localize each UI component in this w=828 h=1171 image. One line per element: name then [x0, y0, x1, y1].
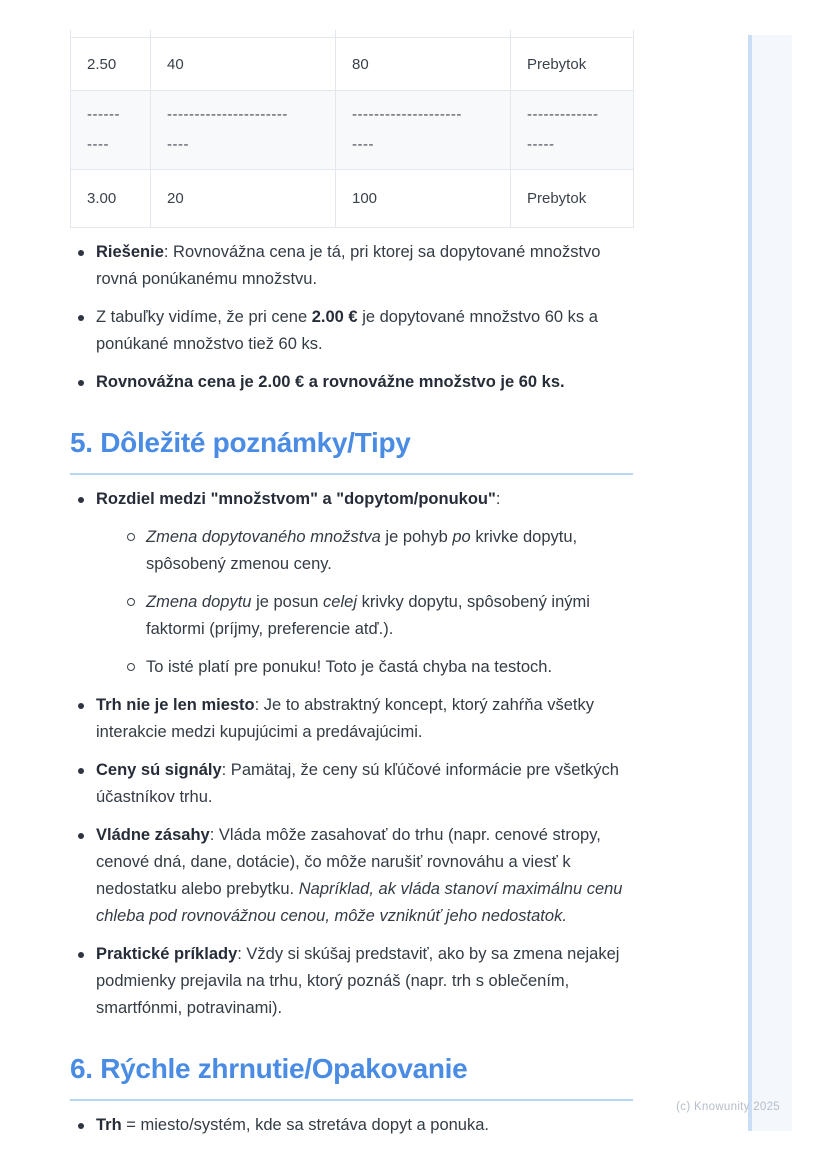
- dash-line: ------: [87, 106, 120, 123]
- sublist-item: Zmena dopytovaného množstva je pohyb po krivke dopytu, spôsobený zmenou ceny.: [122, 524, 633, 578]
- list-item: Trh = miesto/systém, kde sa stretáva dopyt a ponuka.: [70, 1112, 633, 1139]
- section-6-list: [70, 1112, 633, 1139]
- sublist-item: Zmena dopytu je posun celej krivky dopytu, spôsobený inými faktormi (príjmy, preferencie atď.).: [122, 589, 633, 643]
- table-cell: [511, 30, 634, 38]
- list-item: Riešenie: Rovnovážna cena je tá, pri ktorej sa dopytované množstvo rovná ponúkanému množstvu.: [70, 239, 633, 293]
- dash-line: -------------: [527, 106, 599, 123]
- table-cell: [151, 30, 336, 38]
- list-item: Rovnovážna cena je 2.00 € a rovnovážne množstvo je 60 ks.: [70, 369, 633, 396]
- page-edge-strip: [752, 35, 792, 1131]
- list-item-text: Rozdiel medzi "množstvom" a "dopytom/ponukou":: [96, 490, 501, 508]
- equilibrium-table: [70, 30, 634, 228]
- dash-line: ----------------------: [167, 106, 288, 123]
- table-cell-demand: 40: [151, 38, 336, 91]
- list-item: Praktické príklady: Vždy si skúšaj predstaviť, ako by sa zmena nejakej podmienky prejavila na trhu, ktorý poznáš (napr. trh s oblečením, smartfónmi, potravinami).: [70, 941, 633, 1022]
- section-5-sublist: [96, 524, 633, 681]
- section-5-heading: 5. Dôležité poznámky/Tipy: [70, 426, 633, 475]
- list-item: Trh nie je len miesto: Je to abstraktný koncept, ktorý zahŕňa všetky interakcie medzi kupujúcimi a predávajúcimi.: [70, 692, 633, 746]
- dash-line: ----: [87, 136, 109, 153]
- table-cell-price: 2.50: [71, 38, 151, 91]
- table-cell-dashes: [511, 91, 634, 170]
- document-content: [70, 0, 633, 1139]
- solution-list: [70, 239, 633, 396]
- table-row-divider: [71, 91, 634, 170]
- page-edge-line: [748, 35, 752, 1131]
- dash-line: ----: [167, 136, 189, 153]
- table-cell: [71, 30, 151, 38]
- watermark-text: (c) Knowunity 2025: [676, 1101, 780, 1113]
- list-item: Vládne zásahy: Vláda môže zasahovať do trhu (napr. cenové stropy, cenové dná, dane, dotácie), čo môže narušiť rovnováhu a viesť k nedostatku alebo prebytku. Napríklad, ak vláda stanoví maximálnu cenu chleba pod rovnovážnou cenou, môže vzniknúť jeho nedostatok.: [70, 822, 633, 930]
- section-5-list: [70, 486, 633, 1022]
- sublist-item: To isté platí pre ponuku! Toto je častá chyba na testoch.: [122, 654, 633, 681]
- dash-line: --------------------: [352, 106, 462, 123]
- table-cell-dashes: [151, 91, 336, 170]
- table-cell-status: Prebytok: [511, 38, 634, 91]
- list-item: Ceny sú signály: Pamätaj, že ceny sú kľúčové informácie pre všetkých účastníkov trhu.: [70, 757, 633, 811]
- list-item: Z tabuľky vidíme, že pri cene 2.00 € je dopytované množstvo 60 ks a ponúkané množstvo tiež 60 ks.: [70, 304, 633, 358]
- section-6-heading: 6. Rýchle zhrnutie/Opakovanie: [70, 1052, 633, 1101]
- table-cell-dashes: [336, 91, 511, 170]
- table-row-cutoff: [71, 30, 634, 38]
- table-cell-status: Prebytok: [511, 170, 634, 228]
- table-row: [71, 38, 634, 91]
- table-cell: [336, 30, 511, 38]
- table-row: [71, 170, 634, 228]
- dash-line: ----: [352, 136, 374, 153]
- table-cell-supply: 100: [336, 170, 511, 228]
- list-item: [70, 486, 633, 681]
- dash-line: -----: [527, 136, 555, 153]
- table-cell-supply: 80: [336, 38, 511, 91]
- table-cell-price: 3.00: [71, 170, 151, 228]
- table-cell-demand: 20: [151, 170, 336, 228]
- table-cell-dashes: [71, 91, 151, 170]
